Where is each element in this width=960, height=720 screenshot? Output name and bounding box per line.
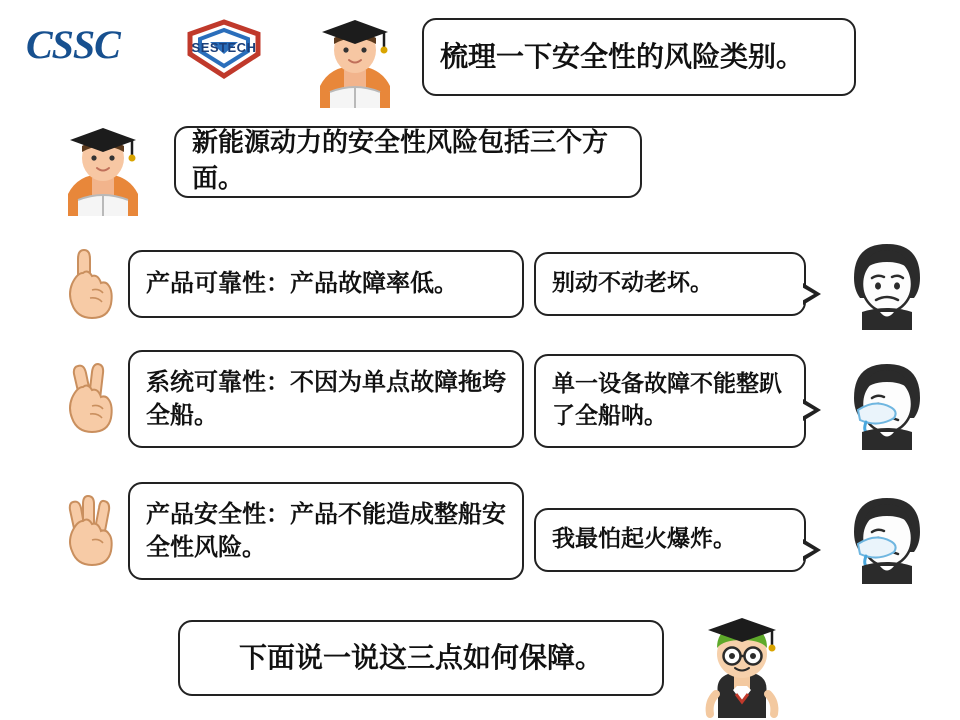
graduate-student-icon-2 [48,108,158,218]
sestech-logo [178,18,270,80]
crying-face-icon-2 [828,486,946,586]
question-text: 梳理一下安全性的风险类别。 [440,39,805,73]
three-finger-hand-icon [58,490,122,568]
two-finger-hand-icon [58,358,122,436]
reaction-1-bubble [534,252,806,316]
bubble-tail-icon [803,399,821,421]
crying-face-icon [828,352,946,452]
point-3-bubble [128,482,524,580]
graduate-mascot-icon [686,598,798,720]
reaction-2-bubble [534,354,806,448]
question-bubble [422,18,856,96]
closing-bubble [178,620,664,696]
sestech-logo-text: SESTECH [191,40,257,55]
point-1-text: 产品可靠性：产品故障率低。 [146,269,458,298]
closing-text: 下面说一说这三点如何保障。 [238,640,603,674]
point-1-bubble [128,250,524,318]
reaction-3-bubble [534,508,806,572]
cssc-logo: CSSC [26,22,120,67]
point-3-text: 产品安全性：产品不能造成整船安全性风险。 [146,499,506,561]
reaction-3-text: 我最怕起火爆炸。 [552,526,736,553]
bubble-tail-icon [803,283,821,305]
one-finger-hand-icon [58,244,122,322]
graduate-student-icon [300,0,410,110]
answer-intro-text: 新能源动力的安全性风险包括三个方面。 [192,128,609,194]
answer-intro-bubble [174,126,642,198]
point-2-text: 系统可靠性：不因为单点故障拖垮全船。 [146,367,506,429]
bubble-tail-icon [803,539,821,561]
reaction-1-text: 别动不动老坏。 [552,270,713,297]
worried-face-icon [828,232,946,332]
point-2-bubble [128,350,524,448]
reaction-2-text: 单一设备故障不能整趴了全船呐。 [552,371,782,429]
